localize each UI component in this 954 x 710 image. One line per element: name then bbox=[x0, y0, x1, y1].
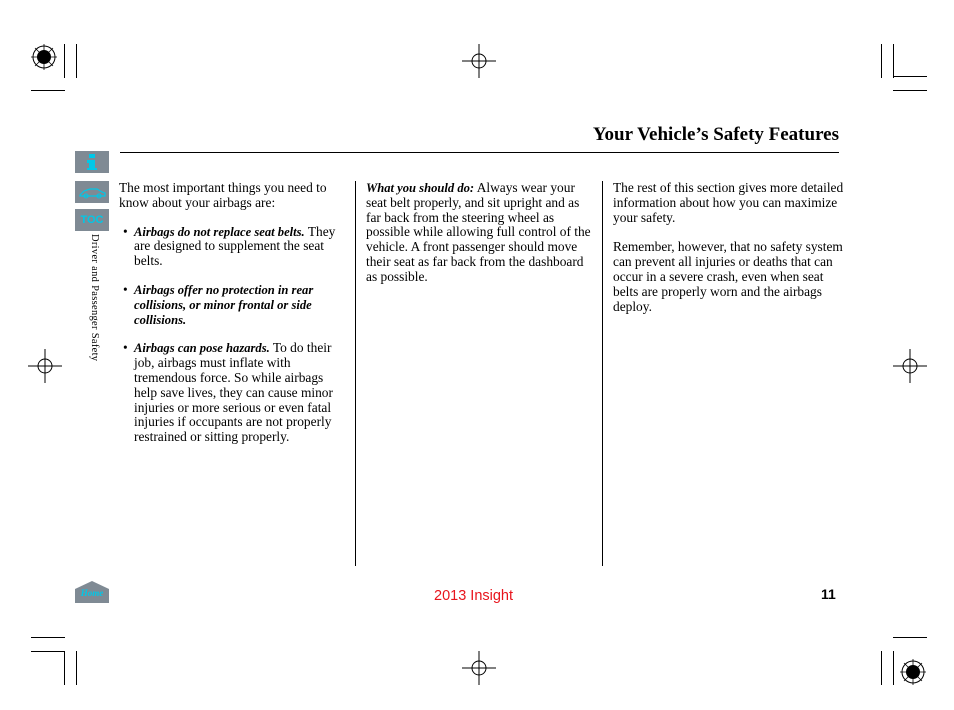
list-item: • Airbags can pose hazards. To do their job, airbags must inflate with tremendous force. So while airbags help save lives, they can cause minor injuries or more serious or even fatal injuries if occupants are not properly restrained or sitting properly. bbox=[123, 340, 333, 445]
home-button[interactable] bbox=[74, 580, 110, 604]
model-name[interactable]: 2013 Insight bbox=[434, 588, 514, 604]
column-divider-2 bbox=[602, 181, 603, 566]
column-2 bbox=[366, 181, 594, 285]
info-icon bbox=[75, 151, 109, 173]
toc-button[interactable] bbox=[75, 209, 109, 231]
bullet-text: They are designed to supplement the seat belts. bbox=[134, 223, 336, 269]
safety-warning-paragraph: Remember, however, that no safety system can prevent all injuries or deaths that can occur in a severe crash, even when seat belts are properly worn and the airbags deploy. bbox=[613, 239, 843, 314]
bullet-heading: Airbags do not replace seat belts. bbox=[134, 224, 305, 239]
list-item: • Airbags offer no protection in rear collisions, or minor frontal or side collisions. bbox=[123, 281, 314, 327]
car-button[interactable] bbox=[75, 181, 109, 203]
list-item: • Airbags do not replace seat belts. They are designed to supplement the seat belts. bbox=[123, 223, 336, 269]
info-button[interactable] bbox=[75, 151, 109, 173]
bullet-heading: Airbags can pose hazards. bbox=[134, 341, 270, 356]
column-1 bbox=[119, 181, 349, 445]
car-icon bbox=[75, 181, 109, 203]
header-rule bbox=[120, 152, 839, 153]
toc-label: TOC bbox=[80, 214, 104, 226]
column-3 bbox=[613, 181, 847, 314]
page-number: 11 bbox=[821, 586, 836, 602]
home-label: Home bbox=[80, 588, 104, 598]
section-side-label: Driver and Passenger Safety bbox=[89, 234, 100, 362]
bullet-text: To do their job, airbags must inflate with tremendous force. So while airbags help save lives, they can cause minor injuries or more serious or even fatal injuries if occupants are not properly restrained or sitting properly. bbox=[134, 340, 333, 445]
safety-info-paragraph: The rest of this section gives more detailed information about how you can maximize your safety. bbox=[613, 180, 844, 225]
what-to-do-lead: What you should do: bbox=[366, 181, 475, 195]
page-title: Your Vehicle’s Safety Features bbox=[592, 124, 839, 145]
what-to-do-text: Always wear your seat belt properly, and sit upright and as far back from the steering wheel as possible while allowing full control of the vehicle. A front passenger should move their seat as far back from the dashboard as possible. bbox=[366, 180, 591, 284]
column-divider-1 bbox=[355, 181, 356, 566]
airbag-intro: The most important things you need to know about your airbags are: bbox=[119, 180, 327, 210]
bullet-heading: Airbags offer no protection in rear collisions, or minor frontal or side collisions. bbox=[134, 282, 314, 327]
